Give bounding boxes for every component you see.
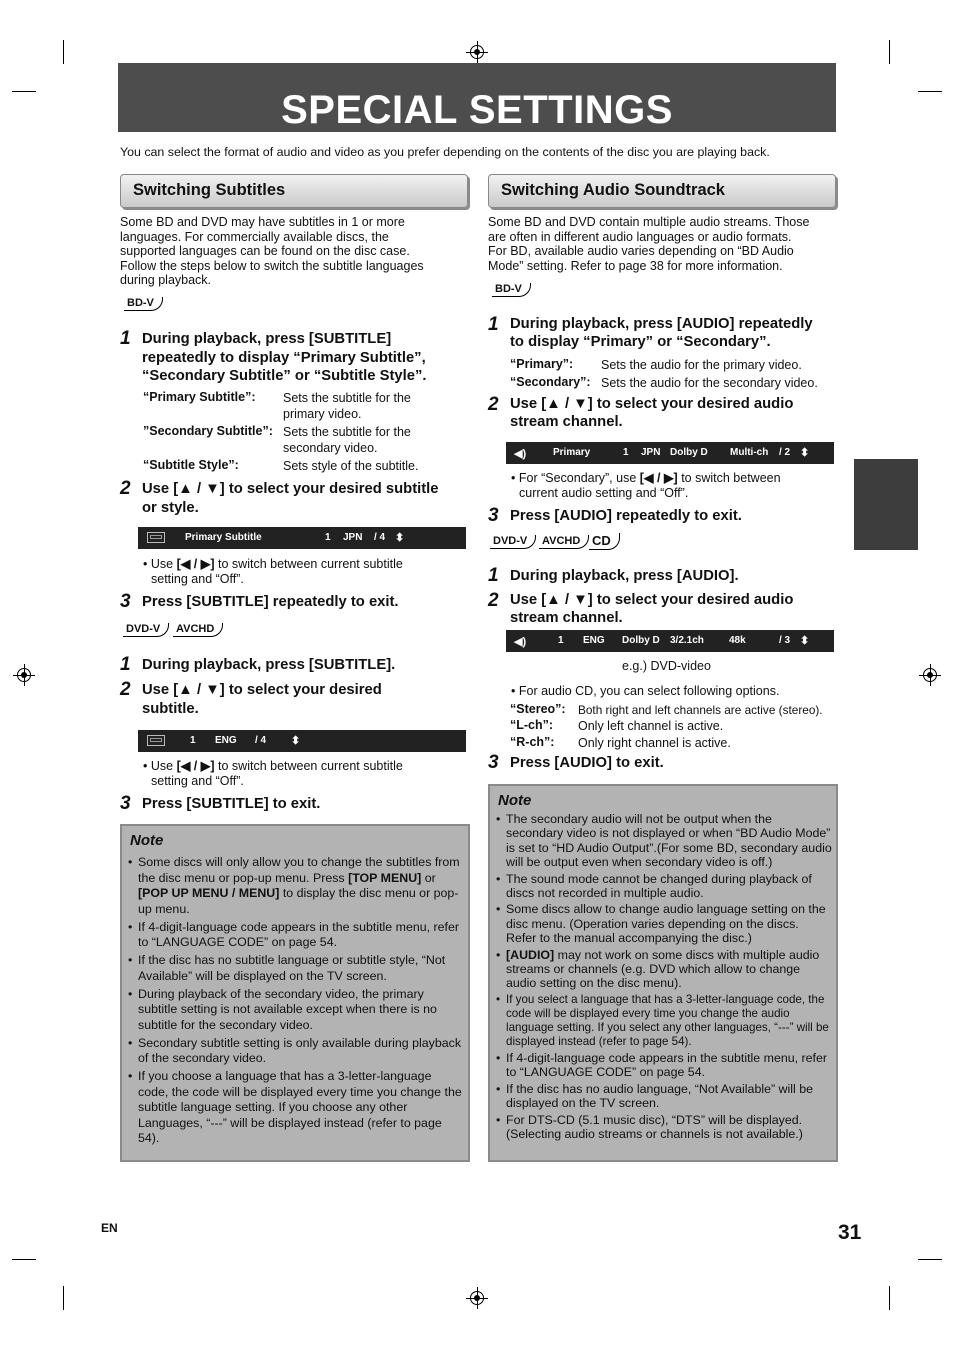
step-number: 1: [120, 654, 131, 675]
page-number: 31: [838, 1221, 862, 1244]
step-instruction: During playback, press [SUBTITLE].: [142, 657, 396, 673]
definition-label: “Primary Subtitle”:: [143, 390, 256, 404]
step-instruction: Press [AUDIO] to exit.: [510, 755, 664, 771]
definition-label: “Subtitle Style”:: [143, 458, 239, 472]
bullet-text: • For audio CD, you can select following options.: [511, 684, 780, 698]
step-instruction: Use [▲ / ▼] to select your desired audio stream channel.: [510, 396, 794, 430]
definition-value: Sets style of the subtitle.: [283, 459, 419, 473]
step-instruction: Press [SUBTITLE] repeatedly to exit.: [142, 594, 399, 610]
updown-arrows-icon: ⬍: [395, 532, 405, 544]
bd-video-icon: BD-V: [124, 297, 163, 311]
list-item: • The sound mode cannot be changed during playback of discs not recorded in multiple audio.: [496, 872, 832, 901]
step-instruction: During playback, press [AUDIO] repeatedly to display “Primary” or “Secondary”.: [510, 316, 813, 350]
title-banner: [118, 63, 836, 132]
list-item: • If the disc has no audio language, “Not Available” will be displayed on the TV screen.: [496, 1082, 832, 1111]
definition-value: Sets the subtitle for the secondary video.: [283, 425, 411, 455]
step-number: 1: [120, 328, 131, 349]
step-number: 2: [120, 679, 131, 700]
note-box-subtitles: [120, 824, 470, 1162]
definition-value: Only right channel is active.: [578, 736, 731, 750]
step-number: 1: [488, 314, 499, 335]
crop-mark: [63, 1286, 64, 1310]
section-header-subtitles: [120, 174, 468, 208]
step-instruction: Press [SUBTITLE] to exit.: [142, 796, 321, 812]
dvd-video-icon: DVD-V: [490, 535, 536, 549]
bullet-text: • For “Secondary”, use [◀ / ▶] to switch between current audio setting and “Off”.: [511, 471, 781, 500]
crop-mark: [889, 40, 890, 64]
section-header-audio: [488, 174, 836, 208]
osd-subtitle-bar: 1 ENG / 4 ⬍: [138, 730, 466, 752]
definition-label: “L-ch”:: [510, 718, 554, 732]
avchd-icon: AVCHD: [539, 535, 589, 549]
speaker-icon: ◀): [514, 448, 527, 460]
section-tab: [854, 459, 918, 550]
step-number: 2: [120, 478, 131, 499]
step-number: 2: [488, 394, 499, 415]
list-item: • The secondary audio will not be output when the secondary video is not displayed or when “BD Audio Mode” is set to “HD Audio Output”.(For some BD, secondary audio will be output even when secondary video is off.): [496, 812, 832, 870]
crop-mark: [12, 1259, 36, 1260]
definition-label: “R-ch”:: [510, 735, 555, 749]
step-instruction: During playback, press [AUDIO].: [510, 568, 739, 584]
updown-arrows-icon: ⬍: [800, 447, 810, 459]
note-list: [128, 855, 464, 1149]
bd-video-icon: BD-V: [492, 283, 531, 297]
list-item: • During playback of the secondary video, the primary subtitle setting is not available except when there is no subtitle for the secondary video.: [128, 987, 464, 1034]
subtitle-icon: [147, 735, 165, 746]
cd-icon: CD: [589, 533, 620, 550]
step-number: 2: [488, 590, 499, 611]
list-item: • If 4-digit-language code appears in the subtitle menu, refer to “LANGUAGE CODE” on page 54.: [128, 920, 464, 951]
list-item: • [AUDIO] may not work on some discs with multiple audio streams or channels (e.g. DVD which allow to change audio setting on the disc menu).: [496, 948, 832, 991]
bullet-text: • Use [◀ / ▶] to switch between current subtitle setting and “Off”.: [143, 557, 403, 586]
dvd-video-icon: DVD-V: [123, 623, 169, 637]
list-item: • If 4-digit-language code appears in the subtitle menu, refer to “LANGUAGE CODE” on page 54.: [496, 1051, 832, 1080]
crop-mark: [918, 91, 942, 92]
note-box-audio: [488, 784, 838, 1162]
list-item: • Some discs will only allow you to change the subtitles from the disc menu or pop-up menu. Press [TOP MENU] or [POP UP MENU / MENU] to display the disc menu or pop-up menu.: [128, 855, 464, 917]
definition-value: Sets the subtitle for the primary video.: [283, 391, 411, 421]
registration-mark-icon: [923, 668, 937, 682]
definition-label: “Secondary”:: [510, 375, 591, 389]
osd-audio-bar: ◀) 1 ENG Dolby D 3/2.1ch 48k / 3 ⬍: [506, 630, 834, 652]
crop-mark: [12, 91, 36, 92]
osd-audio-bar: ◀) Primary 1 JPN Dolby D Multi-ch / 2 ⬍: [506, 442, 834, 464]
crop-mark: [918, 1259, 942, 1260]
crop-mark: [889, 1286, 890, 1310]
caption: e.g.) DVD-video: [622, 659, 711, 673]
subtitle-icon: [147, 532, 165, 543]
section-title: Switching Subtitles: [133, 181, 286, 199]
definition-value: Sets the audio for the primary video.: [601, 358, 802, 372]
crop-mark: [63, 40, 64, 64]
step-number: 1: [488, 565, 499, 586]
registration-mark-icon: [470, 1291, 484, 1305]
step-instruction: Use [▲ / ▼] to select your desired subtitle or style.: [142, 481, 439, 516]
definition-label: ”Secondary Subtitle”:: [143, 424, 273, 438]
updown-arrows-icon: ⬍: [291, 735, 301, 747]
definition-value: Both right and left channels are active (stereo).: [578, 703, 823, 717]
speaker-icon: ◀): [514, 636, 527, 648]
page-title: SPECIAL SETTINGS: [281, 88, 673, 132]
list-item: • Some discs allow to change audio language setting on the disc menu. (Operation varies depending on the discs. Refer to the manual accompanying the disc.): [496, 902, 832, 945]
note-title: Note: [130, 832, 164, 849]
definition-label: “Primary”:: [510, 357, 574, 371]
list-item: • If you select a language that has a 3-letter-language code, the code will be displayed every time you change the audio language setting. If you select any other languages, “---” will be displayed instead (refer to page 54).: [496, 993, 832, 1049]
section-title: Switching Audio Soundtrack: [501, 181, 725, 199]
definition-label: “Stereo”:: [510, 702, 566, 716]
step-number: 3: [120, 591, 131, 612]
step-instruction: During playback, press [SUBTITLE] repeatedly to display “Primary Subtitle”, “Secondary Subtitle” or “Subtitle Style”.: [142, 331, 427, 384]
subtitles-description: Some BD and DVD may have subtitles in 1 or more languages. For commercially available discs, the supported languages can be found on the disc case. Follow the steps below to switch the subtitle languages during playback.: [120, 215, 424, 287]
definition-value: Only left channel is active.: [578, 719, 724, 733]
step-number: 3: [488, 752, 499, 773]
note-list: [496, 812, 832, 1143]
registration-mark-icon: [17, 668, 31, 682]
osd-subtitle-bar: Primary Subtitle 1 JPN / 4 ⬍: [138, 527, 466, 549]
step-instruction: Press [AUDIO] repeatedly to exit.: [510, 508, 742, 524]
step-number: 3: [488, 505, 499, 526]
language-label: EN: [101, 1221, 118, 1235]
step-instruction: Use [▲ / ▼] to select your desired audio stream channel.: [510, 592, 794, 626]
list-item: • For DTS-CD (5.1 music disc), “DTS” will be displayed. (Selecting audio streams or channels is not available.): [496, 1113, 832, 1142]
step-number: 3: [120, 793, 131, 814]
intro-text: You can select the format of audio and video as you prefer depending on the contents of the disc you are playing back.: [120, 145, 770, 159]
list-item: • Secondary subtitle setting is only available during playback of the secondary video.: [128, 1036, 464, 1067]
list-item: • If the disc has no subtitle language or subtitle style, “Not Available” will be displayed on the TV screen.: [128, 953, 464, 984]
bullet-text: • Use [◀ / ▶] to switch between current subtitle setting and “Off”.: [143, 759, 403, 788]
step-instruction: Use [▲ / ▼] to select your desired subtitle.: [142, 682, 382, 717]
registration-mark-icon: [470, 45, 484, 59]
avchd-icon: AVCHD: [173, 623, 223, 637]
definition-value: Sets the audio for the secondary video.: [601, 376, 818, 390]
updown-arrows-icon: ⬍: [800, 635, 810, 647]
list-item: • If you choose a language that has a 3-letter-language code, the code will be displayed every time you change the subtitle language setting. If you choose any other Languages, “---” will be displayed instead (refer to page 54).: [128, 1069, 464, 1147]
audio-description: Some BD and DVD contain multiple audio streams. Those are often in different audio languages or audio formats. For BD, available audio varies depending on “BD Audio Mode” setting. Refer to page 38 for more information.: [488, 215, 810, 273]
note-title: Note: [498, 792, 532, 809]
